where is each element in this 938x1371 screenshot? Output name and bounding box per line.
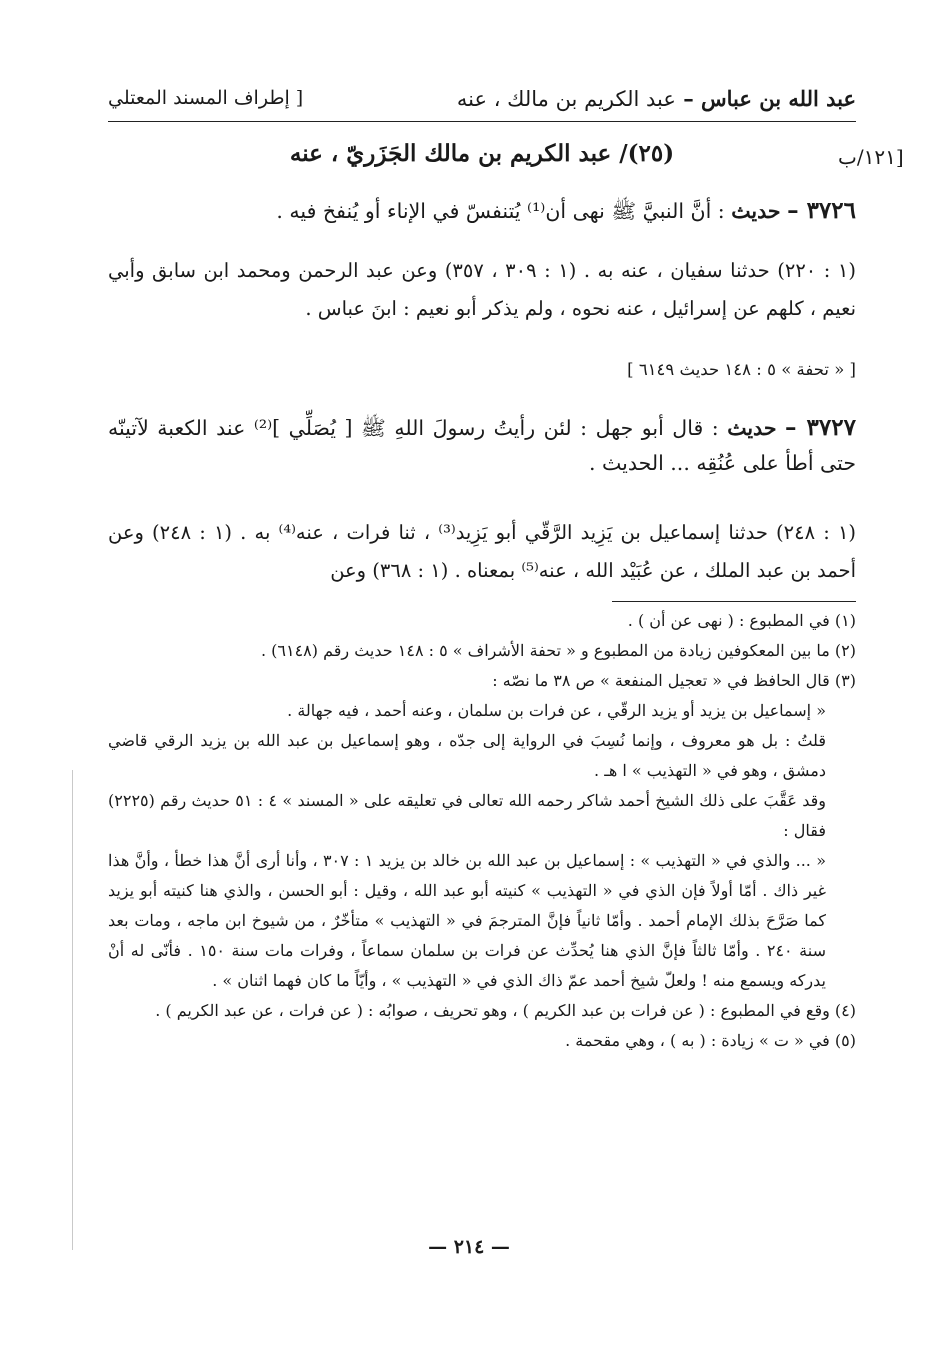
hadith-3727 (108, 410, 856, 481)
footnote-3-qult: قلتُ : بل هو معروف ، وإنما نُسِبَ في الرواية إلى جدّه ، وهو إسماعيل بن عبد الله بن يزيد الرقي قاضي دمشق ، وهو في « التهذيب » ا هـ . (108, 731, 826, 780)
section-title: (٢٥)/ عبد الكريم بن مالك الجَزَريّ ، عنه (289, 140, 675, 167)
footnote-3-shakir: وقد عَقَّبَ على ذلك الشيخ أحمد شاكر رحمه الله تعالى في تعليقه على « المسند » ٤ : ٥١ حديث رقم (٢٢٢٥) فقال : (108, 791, 826, 840)
hadith-keyword: حديث (727, 416, 777, 440)
hadith-number: ٣٧٢٧ – (785, 414, 856, 441)
hadith-3726-chain: (١ : ٢٢٠) حدثنا سفيان ، عنه به . (١ : ٣٠٩ ، ٣٥٧) وعن عبد الرحمن ومحمد ابن سابق وأبي نعيم ، كلهم عن إسرائيل ، عنه نحوه ، ولم يذكر أبو نعيم : ابنَ عباس . (108, 259, 856, 320)
footnote-2: (٢) ما بين المعكوفين زيادة من المطبوع و « تحفة الأشراف » ٥ : ١٤٨ حديث رقم (٦١٤٨) . (260, 641, 856, 660)
footnote-4: (٤) وقع في المطبوع : ( عن فرات بن عبد الكريم ) ، وهو تحريف ، صوابُه : ( عن فرات ، عن عبد الكريم ) . (155, 1001, 856, 1020)
scan-margin-line (72, 770, 73, 1250)
hadith-text: : قال أبو جهل : لئن رأيتُ رسولَ اللهِ ﷺ [ يُصَلِّي ]⁽²⁾ عند الكعبة لآتينّه حتى أطأ على عُنُقِه ... الحديث . (108, 416, 856, 475)
footnotes (108, 606, 856, 1056)
footnote-3-intro: (٣) قال الحافظ في « تعجيل المنفعة » ص ٣٨ ما نصّه : (492, 671, 856, 690)
hadith-text: : أنَّ النبيَّ ﷺ نهى أن⁽¹⁾ يُتنفسّ في الإناء أو يُنفخ فيه . (276, 199, 725, 223)
running-title (457, 86, 856, 111)
footnote-3-long-quote: « ... والذي في « التهذيب » : إسماعيل بن عبد الله بن خالد بن يزيد ١ : ٣٠٧ ، وأنا أرى أنَّ هذا خطأ ، وأنَّ هذا غير ذاك . أمّا أولاً فإن الذي في « التهذيب » كنيته أبو عبد الله ، وقيل : أبو الحسن ، والذي هنا كنيته أبو يزيد كما صَرَّحَ بذلك الإمام أحمد . وأمّا ثانياً فإنَّ المترجمَ في « التهذيب » متأخّرٌ ، من شيوخ ابن ماجه ، ومات بعد سنة ٢٤٠ . وأمّا ثالثاً فإنَّ الذي هنا يُحدِّث عن فرات بن سلمان سماعاً ، وفرات مات سنة ١٥٠ . فأنّى له أنْ يدركه ويسمع منه ! ولعلّ شيخ أحمد عمّ ذاك الذي في « التهذيب » ، وأيّاً ما كان فهما اثنان » . (108, 851, 827, 990)
hadith-number: ٣٧٢٦ – (787, 197, 856, 224)
footnote-1: (١) في المطبوع : ( نهى عن أن ) . (627, 611, 856, 630)
book-title: [ إطراف المسند المعتلي (108, 87, 304, 109)
hadith-3727-chain: (١ : ٢٤٨) حدثنا إسماعيل بن يَزِيد الرَّقّي أبو يَزِيد⁽³⁾ ، ثنا فرات ، عنه⁽⁴⁾ به . (١ : ٢٤٨) وعن أحمد بن عبد الملك ، عن عُبَيْد الله ، عنه⁽⁵⁾ بمعناه . (١ : ٣٦٨) وعن (108, 521, 857, 582)
page-number: — ٢١٤ — (428, 1236, 510, 1258)
footnote-3-quote: « إسماعيل بن يزيد أو يزيد الرقّي ، عن فرات بن سلمان ، وعنه أحمد ، فيه جهالة . (287, 701, 826, 720)
header-rule (108, 121, 856, 122)
footnote-5: (٥) في « ت » زيادة : ( به ) ، وهي مقحمة . (565, 1031, 856, 1050)
folio-mark: ١٢١/ب] (838, 145, 904, 169)
hadith-3726 (108, 193, 856, 229)
page-header (108, 84, 856, 122)
running-title-bold: عبد الله بن عباس – (683, 86, 856, 111)
running-title-rest: عبد الكريم بن مالك ، عنه (456, 87, 676, 111)
hadith-keyword: حديث (731, 199, 781, 223)
footnote-separator (612, 601, 856, 602)
tuhfa-reference: [ « تحفة » ٥ : ١٤٨ حديث ٦١٤٩ ] (627, 360, 856, 379)
